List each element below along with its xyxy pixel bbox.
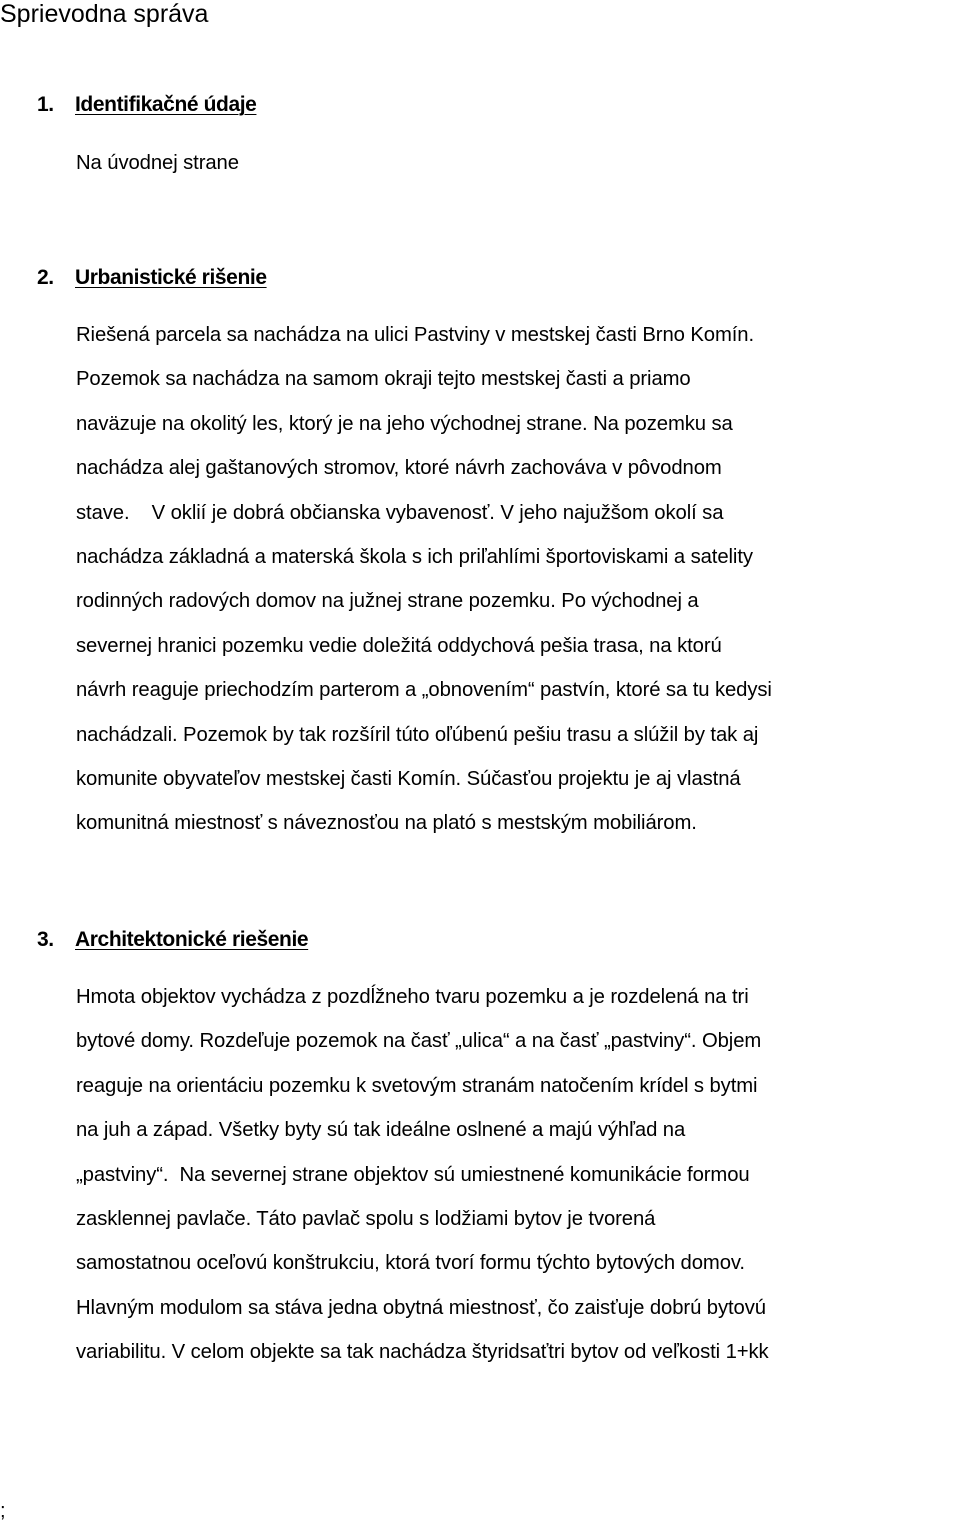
paragraph-line: návrh reaguje priechodzím parterom a „obnovením“ pastvín, ktoré sa tu kedysi bbox=[76, 679, 772, 702]
paragraph-line: stave. V oklií je dobrá občianska vybavenosť. V jeho najužšom okolí sa bbox=[76, 501, 724, 524]
section-paragraph-identification bbox=[76, 141, 239, 185]
paragraph-line: Na úvodnej strane bbox=[76, 152, 239, 174]
section-number: 2. bbox=[37, 266, 54, 289]
paragraph-line: naväzuje na okolitý les, ktorý je na jeho východnej strane. Na pozemku sa bbox=[76, 412, 733, 435]
paragraph-line: „pastviny“. Na severnej strane objektov sú umiestnené komunikácie formou bbox=[76, 1163, 750, 1186]
paragraph-line: variabilitu. V celom objekte sa tak nachádza štyridsaťtri bytov od veľkosti 1+kk bbox=[76, 1341, 769, 1364]
paragraph-line: samostatnou oceľovú konštrukciu, ktorá tvorí formu týchto bytových domov. bbox=[76, 1252, 745, 1275]
section-heading-label: Architektonické riešenie bbox=[75, 928, 309, 951]
paragraph-line: komunite obyvateľov mestskej časti Komín. Súčasťou projektu je aj vlastná bbox=[76, 768, 741, 791]
paragraph-line: rodinných radových domov na južnej strane pozemku. Po východnej a bbox=[76, 590, 699, 613]
section-number: 3. bbox=[37, 928, 54, 951]
section-heading-label: Urbanistické rišenie bbox=[75, 266, 267, 289]
document-title: Sprievodna správa bbox=[0, 0, 209, 28]
paragraph-line: Riešená parcela sa nachádza na ulici Pastviny v mestskej časti Brno Komín. bbox=[76, 324, 754, 346]
paragraph-line: komunitná miestnosť s náveznosťou na plató s mestským mobiliárom. bbox=[76, 812, 697, 835]
paragraph-line: nachádza alej gaštanových stromov, ktoré návrh zachováva v pôvodnom bbox=[76, 457, 722, 480]
section-heading-urban bbox=[37, 262, 267, 294]
section-heading-label: Identifikačné údaje bbox=[75, 93, 257, 116]
paragraph-line: Hmota objektov vychádza z pozdĺžneho tvaru pozemku a je rozdelená na tri bbox=[76, 986, 749, 1008]
section-paragraph-architecture bbox=[76, 975, 769, 1375]
section-number: 1. bbox=[37, 93, 54, 116]
footer-mark: ; bbox=[0, 1500, 6, 1522]
paragraph-line: na juh a západ. Všetky byty sú tak ideálne oslnené a majú výhľad na bbox=[76, 1119, 686, 1142]
paragraph-line: zasklennej pavlače. Táto pavlač spolu s lodžiami bytov je tvorená bbox=[76, 1208, 656, 1231]
section-paragraph-urban bbox=[76, 313, 772, 846]
paragraph-line: Hlavným modulom sa stáva jedna obytná miestnosť, čo zaisťuje dobrú bytovú bbox=[76, 1296, 766, 1319]
section-heading-architecture bbox=[37, 924, 308, 956]
paragraph-line: bytové domy. Rozdeľuje pozemok na časť „ulica“ a na časť „pastviny“. Objem bbox=[76, 1030, 762, 1053]
paragraph-line: reaguje na orientáciu pozemku k svetovým stranám natočením krídel s bytmi bbox=[76, 1074, 758, 1097]
paragraph-line: Pozemok sa nachádza na samom okraji tejto mestskej časti a priamo bbox=[76, 368, 691, 391]
paragraph-line: severnej hranici pozemku vedie doležitá oddychová pešia trasa, na ktorú bbox=[76, 634, 722, 657]
paragraph-line: nachádza základná a materská škola s ich priľahlími športoviskami a satelity bbox=[76, 546, 753, 569]
paragraph-line: nachádzali. Pozemok by tak rozšíril túto oľúbenú pešiu trasu a slúžil by tak aj bbox=[76, 723, 759, 746]
section-heading-identification bbox=[37, 89, 256, 121]
